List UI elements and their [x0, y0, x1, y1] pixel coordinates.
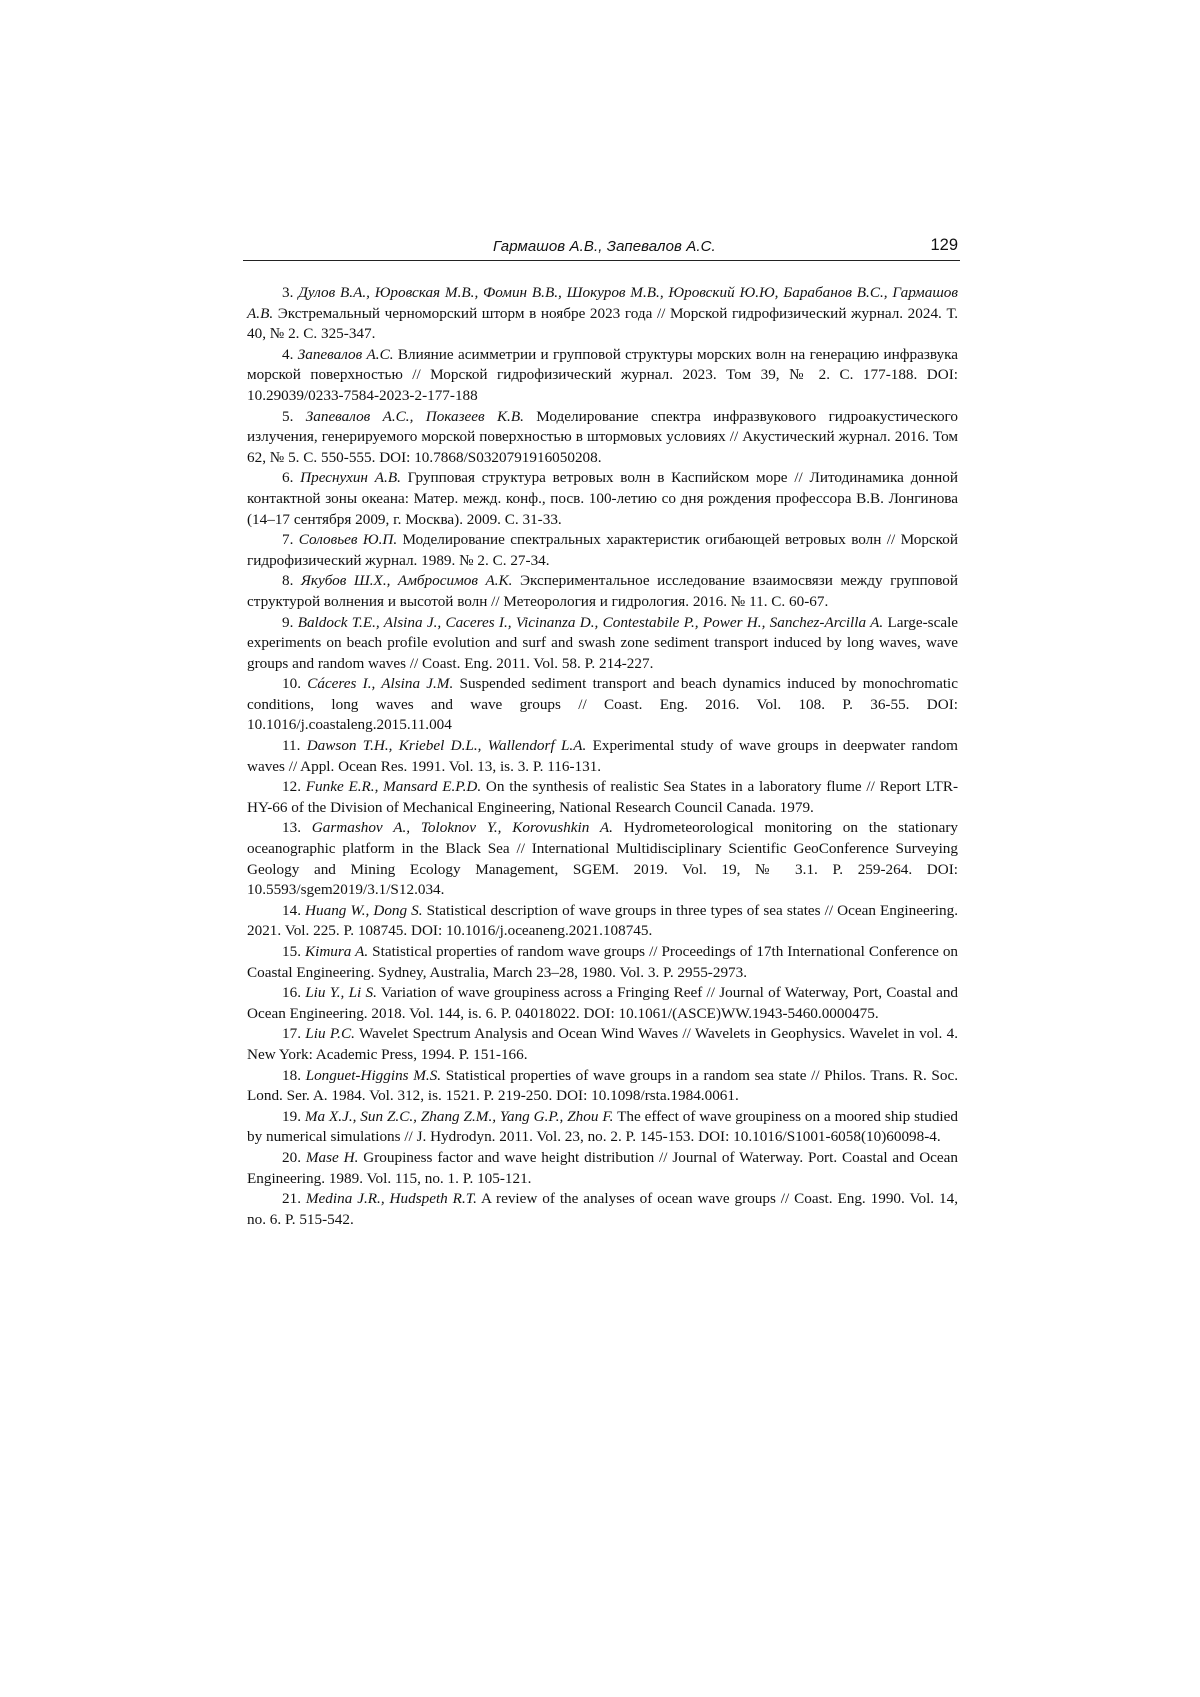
reference-number: 15. — [282, 943, 301, 960]
reference-number: 16. — [282, 984, 301, 1002]
reference-number: 17. — [282, 1025, 301, 1043]
reference-text: A review of the analyses of ocean wave groups // Coast. Eng. 1990. Vol. 14, no. 6. P. 515-542. — [247, 1190, 958, 1228]
reference-authors: Medina J.R., Hudspeth R.T. — [305, 1190, 477, 1208]
reference-authors: Dawson T.H., Kriebel D.L., Wallendorf L.A. — [306, 737, 587, 755]
reference-item — [247, 942, 958, 983]
reference-text: Моделирование спектра инфразвукового гидроакустического излучения, генерируемого морской поверхностью в штормовых условиях // Акустический журнал. 2016. Том 62, № 5. С. 550-555. DOI: 10.7868/S0320791916050208. — [247, 407, 958, 466]
header-authors: Гармашов А.В., Запевалов А.С. — [493, 238, 716, 255]
reference-authors: Ma X.J., Sun Z.C., Zhang Z.M., Yang G.P., Zhou F. — [304, 1107, 614, 1125]
reference-item — [247, 674, 958, 736]
reference-text: Моделирование спектральных характеристик огибающей ветровых волн // Морской гидрофизический журнал. 1989. № 2. С. 27-34. — [247, 531, 958, 569]
reference-text: Statistical properties of random wave groups // Proceedings of 17th International Conference on Coastal Engineering. Sydney, Australia, March 23–28, 1980. Vol. 3. P. 2955-2973. — [247, 943, 959, 981]
reference-text: Hydrometeorological monitoring on the stationary oceanographic platform in the Black Sea // International Multidisciplinary Scientific GeoConference Surveying Geology and Mining Ecology Management, SGEM. 2019. Vol. 19, № 3.1. P. 259-264. DOI: 10.5593/sgem2019/3.1/S12.034. — [247, 819, 959, 899]
reference-number: 13. — [282, 819, 301, 837]
reference-authors: Garmashov A., Toloknov Y., Korovushkin A. — [311, 819, 613, 837]
reference-authors: Cáceres I., Alsina J.M. — [307, 675, 454, 693]
reference-list — [247, 283, 958, 1230]
reference-number: 14. — [282, 901, 301, 919]
reference-number: 7. — [282, 531, 294, 549]
reference-authors: Якубов Ш.Х., Амбросимов А.К. — [300, 572, 513, 590]
reference-text: Groupiness factor and wave height distribution // Journal of Waterway. Port. Coastal and Ocean Engineering. 1989. Vol. 115, no. 1. P. 105-121. — [247, 1148, 958, 1187]
reference-authors: Kimura A. — [304, 943, 369, 960]
reference-item — [247, 345, 958, 407]
reference-text: Large-scale experiments on beach profile evolution and surf and swash zone sediment transport induced by long waves, wave groups and random waves // Coast. Eng. 2011. Vol. 58. P. 214-227. — [247, 613, 959, 672]
reference-authors: Mase H. — [305, 1148, 359, 1166]
reference-number: 11. — [282, 737, 301, 755]
reference-number: 18. — [282, 1066, 301, 1084]
running-header — [243, 236, 960, 261]
reference-text: Wavelet Spectrum Analysis and Ocean Wind Waves // Wavelets in Geophysics. Wavelet in vol. 4. New York: Academic Press, 1994. P. 151-166. — [247, 1025, 958, 1063]
reference-number: 6. — [282, 469, 294, 487]
reference-text: Experimental study of wave groups in deepwater random waves // Appl. Ocean Res. 1991. Vol. 13, is. 3. P. 116-131. — [247, 737, 958, 775]
reference-authors: Funke E.R., Mansard E.P.D. — [305, 778, 482, 796]
reference-item — [247, 901, 958, 942]
reference-text: Suspended sediment transport and beach dynamics induced by monochromatic conditions, long waves and wave groups // Coast. Eng. 2016. Vol. 108. P. 36-55. DOI: 10.1016/j.coastaleng.2015.11.004 — [247, 675, 959, 734]
reference-authors: Liu Y., Li S. — [305, 984, 377, 1002]
reference-text: Statistical properties of wave groups in a random sea state // Philos. Trans. R. Soc. Lond. Ser. A. 1984. Vol. 312, is. 1521. P. 219-250. DOI: 10.1098/rsta.1984.0061. — [247, 1066, 958, 1105]
reference-number: 12. — [282, 778, 301, 796]
reference-number: 20. — [282, 1148, 301, 1166]
reference-item — [247, 1024, 958, 1065]
reference-item — [247, 1148, 958, 1189]
reference-item — [247, 777, 958, 818]
reference-item — [247, 1066, 958, 1107]
reference-item — [247, 530, 958, 571]
reference-item — [247, 1189, 958, 1230]
reference-item — [247, 571, 958, 612]
reference-authors: Longuet-Higgins M.S. — [305, 1066, 442, 1084]
reference-item — [247, 613, 958, 675]
reference-authors: Liu P.C. — [305, 1025, 355, 1043]
page-number: 129 — [930, 236, 958, 254]
reference-item — [247, 1107, 958, 1148]
reference-authors: Запевалов А.С. — [297, 345, 394, 363]
reference-number: 4. — [282, 345, 294, 363]
reference-item — [247, 283, 958, 345]
reference-text: Влияние асимметрии и групповой структуры морских волн на генерацию инфразвука морской поверхностью // Морской гидрофизический журнал. 2023. Том 39, № 2. С. 177-188. DOI: 10.29039/0233-7584-2023-2-177-188 — [247, 345, 959, 404]
reference-text: Экспериментальное исследование взаимосвязи между групповой структурой волнения и высотой волн // Метеорология и гидрология. 2016. № 11. С. 60-67. — [247, 572, 958, 610]
reference-authors: Запевалов А.С., Показеев К.В. — [305, 407, 524, 425]
reference-text: Variation of wave groupiness across a Fringing Reef // Journal of Waterway, Port, Coastal and Ocean Engineering. 2018. Vol. 144, is. 6. P. 04018022. DOI: 10.1061/(ASCE)WW.1943-5460.0000475. — [247, 984, 959, 1022]
reference-number: 10. — [282, 675, 301, 693]
reference-item — [247, 736, 958, 777]
reference-number: 21. — [282, 1190, 301, 1208]
reference-authors: Huang W., Dong S. — [305, 901, 423, 919]
reference-item — [247, 468, 958, 530]
reference-item — [247, 983, 958, 1024]
reference-text: Групповая структура ветровых волн в Каспийском море // Литодинамика донной контактной зоны океана: Матер. межд. конф., посв. 100-летию со дня рождения профессора В.В. Лонгинова (14–17 сентября 2009, г. Москва). 2009. С. 31-33. — [247, 469, 958, 528]
reference-number: 5. — [282, 407, 294, 425]
reference-number: 8. — [282, 572, 294, 590]
reference-number: 19. — [282, 1107, 301, 1125]
reference-authors: Соловьев Ю.П. — [298, 531, 398, 549]
reference-authors: Преснухин А.В. — [300, 469, 401, 487]
reference-text: The effect of wave groupiness on a moored ship studied by numerical simulations // J. Hydrodyn. 2011. Vol. 23, no. 2. P. 145-153. DOI: 10.1016/S1001-6058(10)60098-4. — [247, 1107, 958, 1146]
reference-text: Экстремальный черноморский шторм в ноябре 2023 года // Морской гидрофизический журнал. 2024. Т. 40, № 2. С. 325-347. — [247, 304, 958, 343]
reference-authors: Baldock T.E., Alsina J., Caceres I., Vicinanza D., Contestabile P., Power H., Sanchez-Arcilla A. — [297, 613, 884, 631]
reference-text: On the synthesis of realistic Sea States in a laboratory flume // Report LTR-HY-66 of the Division of Mechanical Engineering, National Research Council Canada. 1979. — [247, 778, 959, 816]
reference-item — [247, 818, 958, 900]
reference-item — [247, 407, 958, 469]
reference-number: 3. — [282, 284, 294, 301]
reference-authors: Дулов В.А., Юровская М.В., Фомин В.В., Шокуров М.В., Юровский Ю.Ю, Барабанов В.С., Гармашов А.В. — [247, 284, 958, 322]
reference-text: Statistical description of wave groups in three types of sea states // Ocean Engineering. 2021. Vol. 225. P. 108745. DOI: 10.1016/j.oceaneng.2021.108745. — [247, 901, 958, 940]
reference-number: 9. — [282, 613, 294, 631]
